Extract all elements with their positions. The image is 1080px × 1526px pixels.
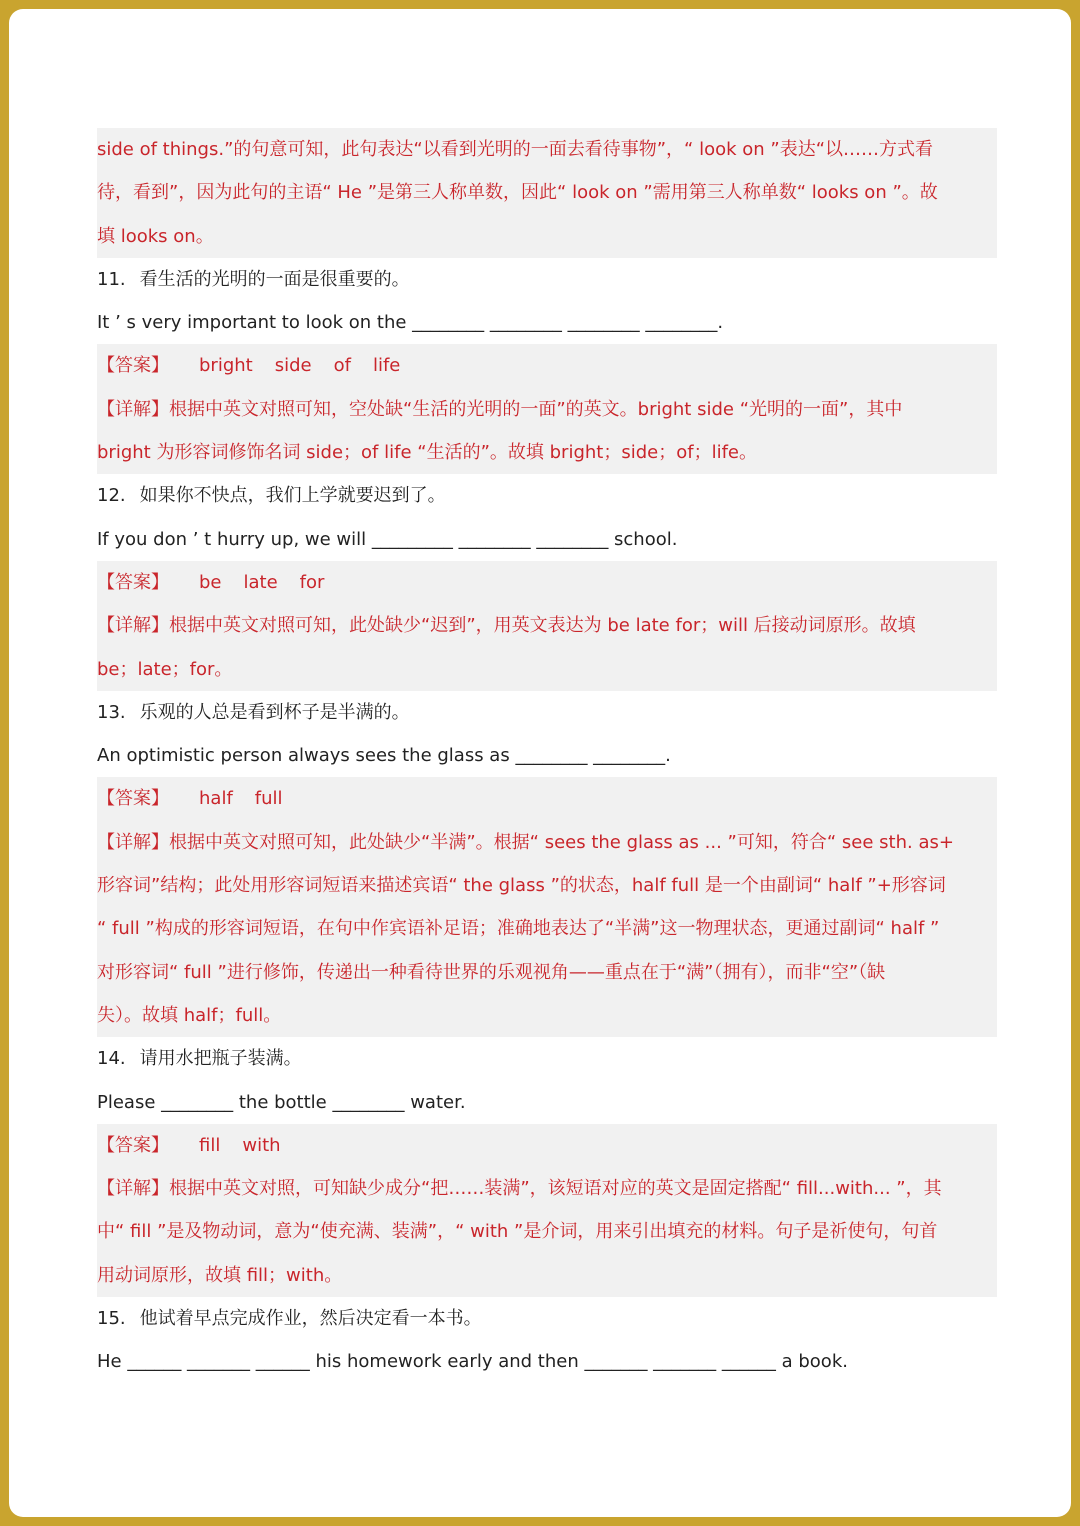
explanation-line: bright 为形容词修饰名词 side；of life “生活的”。故填 bright；side；of；life。 (97, 442, 757, 464)
explanation-line: 失）。故填 half；full。 (97, 1004, 282, 1026)
question-12-answer-block (97, 561, 997, 691)
explanation-line: 形容词”结构；此处用形容词短语来描述宾语“ the glass ”的状态，half full 是一个由副词“ half ”+形容词 (97, 875, 946, 897)
question-12-english: If you don ’ t hurry up, we will _________ ________ ________ school. (97, 528, 678, 550)
answer-line (97, 777, 997, 820)
explanation-line: side of things.”的句意可知，此句表达“以看到光明的一面去看待事物”，“ look on ”表达“以……方式看 (97, 139, 934, 160)
explanation-line: 中“ fill ”是及物动词，意为“使充满、装满”，“ with ”是介词，用来引出填充的材料。句子是祈使句，句首 (97, 1221, 938, 1243)
answer-word: for (299, 571, 325, 593)
answer-word: of (333, 355, 351, 377)
answer-word: be (199, 571, 222, 593)
answer-word: life (372, 355, 401, 377)
explanation-line: 【详解】根据中英文对照可知，空处缺“生活的光明的一面”的英文。bright side “光明的一面”，其中 (97, 398, 903, 420)
answer-word: late (243, 571, 278, 593)
answer-label: 【答案】 (97, 788, 169, 810)
answer-line (97, 561, 997, 604)
explanation-line: 【详解】根据中英文对照可知，此处缺少“半满”。根据“ sees the glass as ... ”可知，符合“ see sth. as+ (97, 831, 954, 853)
question-13-answer-block (97, 777, 997, 1037)
explanation-line: be；late；for。 (97, 658, 233, 680)
question-15-english: He ______ _______ ______ his homework early and then _______ _______ ______ a book. (97, 1351, 848, 1373)
question-14-chinese (97, 1037, 997, 1080)
question-chinese: 如果你不快点，我们上学就要迟到了。 (139, 485, 446, 507)
answer-word: with (242, 1134, 281, 1156)
question-11-english: It ’ s very important to look on the ________ ________ ________ ________. (97, 312, 724, 334)
explanation-line: 待，看到”，因为此句的主语“ He ”是第三人称单数，因此“ look on ”需用第三人称单数“ looks on ”。故 (97, 182, 938, 204)
question-number: 14. (97, 1048, 126, 1070)
document-page (9, 9, 1071, 1517)
answer-label: 【答案】 (97, 571, 169, 593)
answer-line (97, 344, 997, 387)
question-14-answer-block (97, 1124, 997, 1297)
question-11-chinese (97, 258, 997, 301)
question-chinese: 看生活的光明的一面是很重要的。 (139, 268, 410, 290)
answer-line (97, 1124, 997, 1167)
question-13-english: An optimistic person always sees the glass as ________ ________. (97, 745, 671, 767)
previous-explanation-block (97, 128, 997, 258)
question-chinese: 请用水把瓶子装满。 (139, 1048, 302, 1070)
answer-word: full (254, 788, 283, 810)
answer-word: half (199, 788, 233, 810)
question-chinese: 乐观的人总是看到杯子是半满的。 (139, 701, 410, 723)
question-13-chinese (97, 691, 997, 734)
question-11-answer-block (97, 344, 997, 474)
question-number: 11. (97, 268, 126, 290)
question-number: 15. (97, 1308, 126, 1330)
explanation-line: 对形容词“ full ”进行修饰，传递出一种看待世界的乐观视角——重点在于“满”（拥有），而非“空”（缺 (97, 961, 886, 983)
explanation-line: 填 looks on。 (97, 225, 214, 247)
question-chinese: 他试着早点完成作业，然后决定看一本书。 (139, 1308, 482, 1330)
explanation-line: 【详解】根据中英文对照可知，此处缺少“迟到”，用英文表达为 be late for；will 后接动词原形。故填 (97, 615, 916, 637)
answer-label: 【答案】 (97, 1134, 169, 1156)
question-number: 13. (97, 701, 126, 723)
answer-word: fill (199, 1134, 221, 1156)
question-14-english: Please ________ the bottle ________ water. (97, 1091, 466, 1113)
answer-label: 【答案】 (97, 355, 169, 377)
explanation-line: 用动词原形，故填 fill；with。 (97, 1264, 343, 1286)
question-12-chinese (97, 474, 997, 517)
explanation-line: “ full ”构成的形容词短语，在句中作宾语补足语；准确地表达了“半满”这一物理状态，更通过副词“ half ” (97, 918, 940, 940)
explanation-line: 【详解】根据中英文对照，可知缺少成分“把……装满”，该短语对应的英文是固定搭配“ fill...with... ”，其 (97, 1178, 942, 1200)
page-content (97, 128, 997, 1384)
question-15-chinese (97, 1297, 997, 1340)
answer-word: side (274, 355, 312, 377)
answer-word: bright (199, 355, 253, 377)
question-number: 12. (97, 485, 126, 507)
